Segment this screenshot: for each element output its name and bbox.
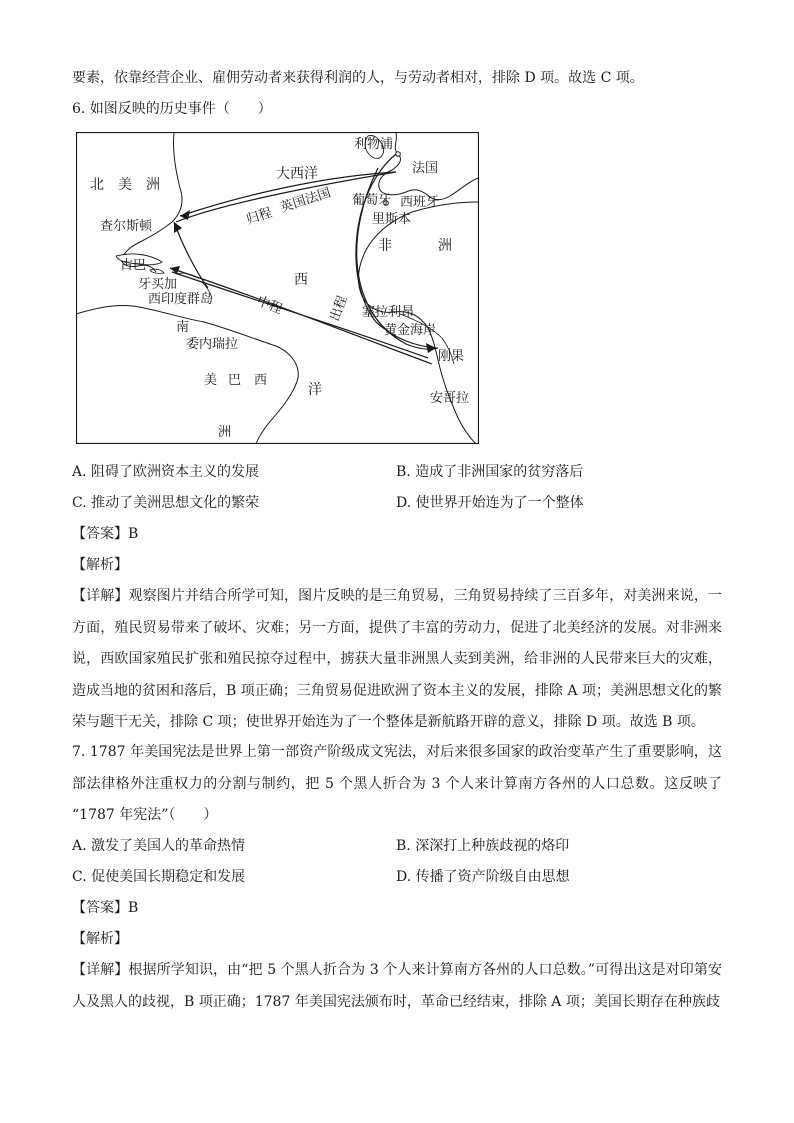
label-angola: 安哥拉: [430, 391, 470, 406]
label-middle: 中程: [254, 293, 285, 318]
label-west: 西: [294, 272, 308, 288]
q6-answer: 【答案】B: [72, 526, 139, 542]
q7-option-b: B. 深深打上种族歧视的烙印: [396, 838, 570, 854]
q6-option-b: B. 造成了非洲国家的贫穷落后: [396, 464, 584, 480]
label-portugal: 葡萄牙: [352, 193, 392, 208]
label-sa-3: 美: [204, 373, 218, 388]
q6-option-d: D. 使世界开始连为了一个整体: [396, 495, 584, 511]
intro-line: 要素，依靠经营企业、雇佣劳动者来获得利润的人，与劳动者相对，排除 D 项。故选 C 项。: [72, 70, 644, 86]
question-7-stem: 7. 1787 年美国宪法是世界上第一部资产阶级成文宪法，对后来很多国家的政治变革产生了重要影响，这部法律格外注重权力的分割与制约，把 5 个黑人折合为 3 个人来计算南方各州的人口总数。这反映了 “1787 年宪法”（ ）: [72, 744, 722, 823]
label-congo: 刚果: [438, 349, 465, 364]
label-sa-4: 洲: [218, 425, 232, 440]
label-gold-coast: 黄金海岸: [384, 323, 437, 338]
q6-option-a: A. 阻碍了欧洲资本主义的发展: [72, 464, 260, 480]
label-uk-fr: 英国法国: [278, 185, 333, 216]
label-north-america: 北 美 洲: [90, 177, 160, 193]
label-lisbon: 里斯本: [372, 212, 412, 227]
label-cuba: 古巴: [120, 258, 147, 273]
q7-option-a: A. 激发了美国人的革命热情: [72, 838, 246, 854]
q6-analysis-label: 【解析】: [72, 557, 128, 573]
label-sierra-leone: 塞拉利昂: [362, 305, 415, 320]
label-africa-1: 非: [378, 238, 392, 254]
label-france: 法国: [412, 161, 439, 176]
q7-detail: 【详解】根据所学知识，由“把 5 个黑人折合为 3 个人来计算南方各州的人口总数。”可得出这是对印第安人及黑人的歧视，B 项正确；1787 年美国宪法颁布时，革命已经结束，排除 A 项；美国长期存在种族歧: [72, 962, 722, 1010]
label-return: 归程: [244, 205, 274, 228]
label-spain: 西班牙: [400, 195, 440, 210]
label-south: 南: [176, 320, 190, 335]
label-liverpool: 利物浦: [354, 137, 394, 152]
label-africa-2: 洲: [438, 238, 452, 254]
label-brazil: 巴 西: [228, 373, 268, 388]
liverpool-dot: [396, 152, 401, 157]
triangle-trade-map: [76, 132, 479, 444]
q7-option-d: D. 传播了资产阶级自由思想: [396, 869, 570, 885]
label-ocean: 洋: [308, 382, 322, 398]
q6-detail: 【详解】观察图片并结合所学可知，图片反映的是三角贸易，三角贸易持续了三百多年，对美洲来说，一方面，殖民贸易带来了破坏、灾难；另一方面，提供了丰富的劳动力，促进了北美经济的发展。对非洲来说，西欧国家殖民扩张和殖民掠夺过程中，掳获大量非洲黑人卖到美洲，给非洲的人民带来巨大的灾难，造成当地的贫困和落后，B 项正确；三角贸易促进欧洲了资本主义的发展，排除 A 项；美洲思想文化的繁荣与题干无关，排除 C 项；使世界开始连为了一个整体是新航路开辟的意义，排除 D 项。故选 B 项。: [72, 588, 722, 730]
q6-option-c: C. 推动了美洲思想文化的繁荣: [72, 495, 260, 511]
q7-option-c: C. 促使美国长期稳定和发展: [72, 869, 246, 885]
label-venezuela: 委内瑞拉: [186, 337, 239, 352]
label-charleston: 查尔斯顿: [100, 219, 153, 234]
label-outbound: 出程: [327, 293, 351, 324]
question-6-stem: 6. 如图反映的历史事件（ ）: [72, 101, 272, 117]
q7-analysis-label: 【解析】: [72, 931, 128, 947]
label-jamaica: 牙买加: [138, 277, 178, 292]
label-atlantic: 大西洋: [276, 166, 318, 182]
q7-answer: 【答案】B: [72, 900, 139, 916]
label-west-indies: 西印度群岛: [148, 292, 214, 307]
